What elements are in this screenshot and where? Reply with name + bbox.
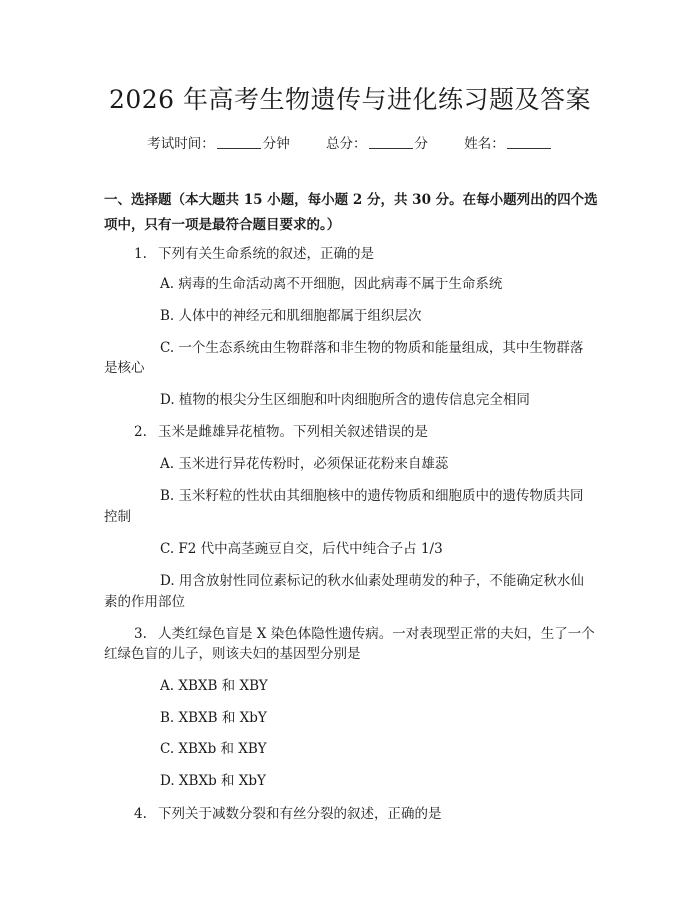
question-number: 2. [134,424,147,440]
q2-option-c: C. F2 代中高茎豌豆自交，后代中纯合子占 1/3 [160,541,443,557]
section-line-1: 一、选择题（本大题共 15 小题，每小题 2 分，共 30 分。在每小题列出的四个选 [104,192,598,208]
question-3 [134,623,595,645]
q3-option-d: D. XBXb 和 XbY [160,773,266,789]
time-unit: 分钟 [262,136,290,152]
q3-stem-cont: 红绿色盲的儿子，则该夫妇的基因型分别是 [104,646,361,662]
exam-meta [0,132,700,152]
section-heading [104,188,604,238]
question-4 [134,803,442,825]
q2-option-d: D. 用含放射性同位素标记的秋水仙素处理萌发的种子，不能确定秋水仙 [160,573,584,589]
time-blank [217,136,261,149]
q3-option-c: C. XBXb 和 XBY [160,741,267,757]
question-stem: 玉米是雌雄异花植物。下列相关叙述错误的是 [158,424,428,440]
question-number: 1. [134,246,147,262]
q1-option-d: D. 植物的根尖分生区细胞和叶肉细胞所含的遗传信息完全相同 [160,392,530,408]
q3-option-a: A. XBXB 和 XBY [160,678,268,694]
q2-option-b: B. 玉米籽粒的性状由其细胞核中的遗传物质和细胞质中的遗传物质共同 [160,488,584,504]
question-stem: 人类红绿色盲是 X 染色体隐性遗传病。一对表现型正常的夫妇，生了一个 [158,626,595,642]
q2-option-d-cont: 素的作用部位 [104,594,185,610]
question-stem: 下列有关生命系统的叙述，正确的是 [158,246,374,262]
question-stem: 下列关于减数分裂和有丝分裂的叙述，正确的是 [158,806,442,822]
section-line-2: 项中，只有一项是最符合题目要求的。） [104,217,341,233]
q1-option-b: B. 人体中的神经元和肌细胞都属于组织层次 [160,308,422,324]
score-label: 总分： [326,136,367,152]
q1-option-a: A. 病毒的生命活动离不开细胞，因此病毒不属于生命系统 [160,276,503,292]
q2-option-a: A. 玉米进行异花传粉时，必须保证花粉来自雄蕊 [160,456,449,472]
q3-option-b: B. XBXB 和 XbY [160,710,267,726]
name-label: 姓名： [464,136,505,152]
question-1 [134,243,374,265]
q1-option-c: C. 一个生态系统由生物群落和非生物的物质和能量组成，其中生物群落 [160,340,584,356]
page-title: 2026 年高考生物遗传与进化练习题及答案 [108,85,592,114]
question-number: 3. [134,626,147,642]
question-2 [134,421,428,443]
question-number: 4. [134,806,147,822]
q2-option-b-cont: 控制 [104,509,131,525]
name-blank [507,136,551,149]
q1-option-c-cont: 是核心 [104,360,145,376]
score-unit: 分 [414,136,428,152]
time-label: 考试时间： [147,136,215,152]
score-blank [369,136,413,149]
